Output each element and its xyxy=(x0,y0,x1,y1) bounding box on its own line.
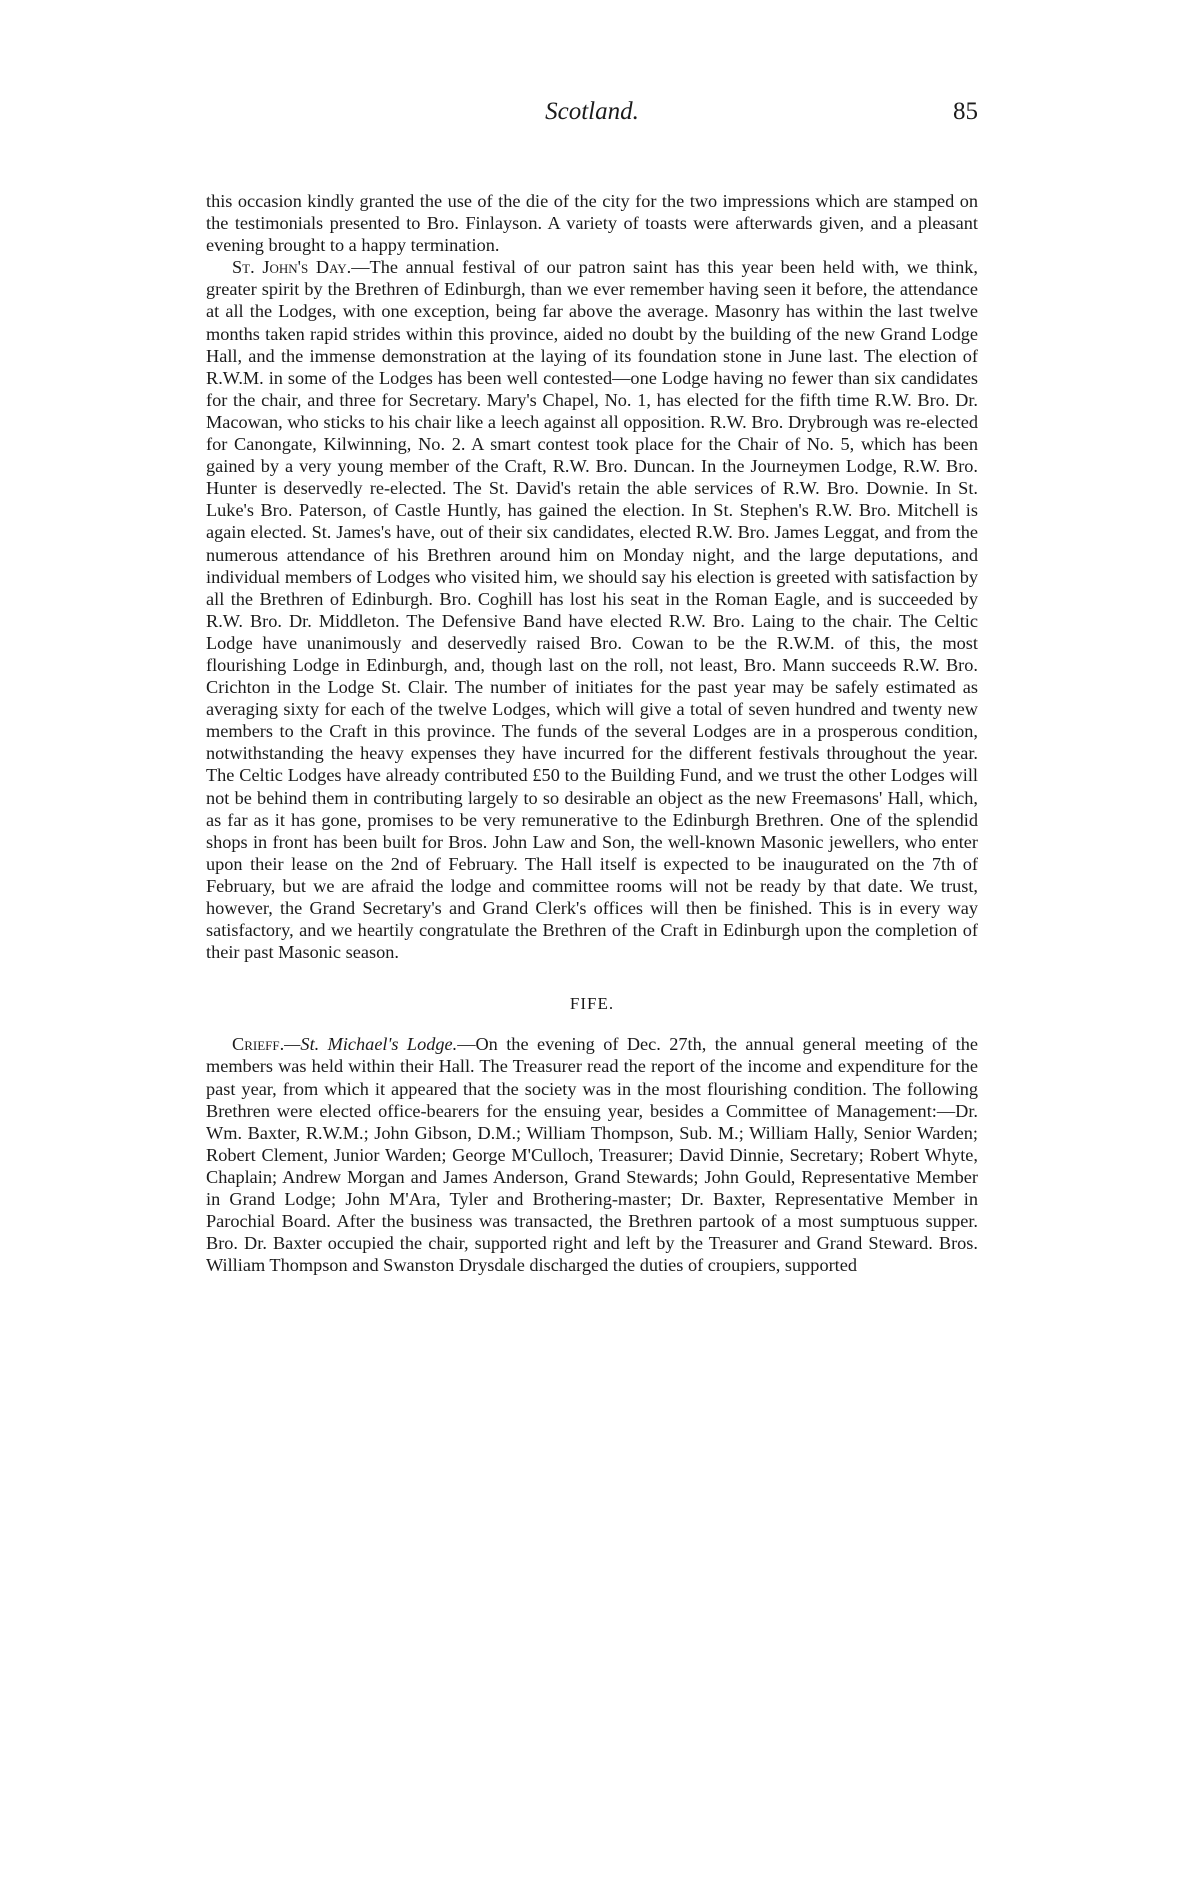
paragraph-text: this occasion kindly granted the use of the die of the city for the two impressions which are stamped on the testimonials presented to Bro. Finlayson. A variety of toasts were afterwards given, and a pleasant evening brought to a happy termination. xyxy=(206,191,978,256)
page-header xyxy=(206,96,978,136)
paragraph-continuation xyxy=(206,190,978,256)
paragraph-subhead: —St. Michael's Lodge. xyxy=(284,1034,458,1055)
paragraph-lead: Crieff. xyxy=(232,1034,285,1055)
body-text xyxy=(206,190,978,1276)
paragraph-text: —On the evening of Dec. 27th, the annual general meeting of the members was held within their Hall. The Treasurer read the report of the income and expenditure for the past year, from which it appeared that the society was in the most flourishing condition. The following Brethren were elected office-bearers for the ensuing year, besides a Committee of Management:—Dr. Wm. Baxter, R.W.M.; John Gibson, D.M.; William Thompson, Sub. M.; William Hally, Senior Warden; Robert Clement, Junior Warden; George M'Culloch, Treasurer; David Dinnie, Secretary; Robert Whyte, Chaplain; Andrew Morgan and James Anderson, Grand Stewards; John Gould, Representative Member in Grand Lodge; John M'Ara, Tyler and Brothering-master; Dr. Baxter, Representative Member in Parochial Board. After the business was transacted, the Brethren partook of a most sumptuous supper. Bro. Dr. Baxter occupied the chair, supported right and left by the Treasurer and Grand Steward. Bros. William Thompson and Swanston Drysdale discharged the duties of croupiers, supported xyxy=(206,1034,978,1276)
page-number: 85 xyxy=(953,98,978,125)
paragraph-crieff xyxy=(206,1033,978,1276)
section-heading-fife: FIFE. xyxy=(569,994,615,1014)
running-head: Scotland. xyxy=(545,98,639,125)
paragraph-text: —The annual festival of our patron saint has this year been held with, we think, greater spirit by the Brethren of Edinburgh, than we ever remember having seen it before, the attendance at all the Lodges, with one exception, being far above the average. Masonry has within the last twelve months taken rapid strides within this province, aided no doubt by the building of the new Grand Lodge Hall, and the immense demonstration at the laying of its foundation stone in June last. The election of R.W.M. in some of the Lodges has been well contested—one Lodge having no fewer than six candidates for the chair, and three for Secretary. Mary's Chapel, No. 1, has elected for the fifth time R.W. Bro. Dr. Macowan, who sticks to his chair like a leech against all opposition. R.W. Bro. Drybrough was re-elected for Canongate, Kilwinning, No. 2. A smart contest took place for the Chair of No. 5, which has been gained by a very young member of the Craft, R.W. Bro. Duncan. In the Journeymen Lodge, R.W. Bro. Hunter is deservedly re-elected. The St. David's retain the able services of R.W. Bro. Downie. In St. Luke's Bro. Paterson, of Castle Huntly, has gained the election. In St. Stephen's R.W. Bro. Mitchell is again elected. St. James's have, out of their six candidates, elected R.W. Bro. James Leggat, and from the numerous attendance of his Brethren around him on Monday night, and the large deputations, and individual members of Lodges who visited him, we should say his election is greeted with satisfaction by all the Brethren of Edinburgh. Bro. Coghill has lost his seat in the Roman Eagle, and is succeeded by R.W. Bro. Dr. Middleton. The Defensive Band have elected R.W. Bro. Laing to the chair. The Celtic Lodge have unanimously and deservedly raised Bro. Cowan to be the R.W.M. of this, the most flourishing Lodge in Edinburgh, and, though last on the roll, not least, Bro. Mann succeeds R.W. Bro. Crichton in the Lodge St. Clair. The number of initiates for the past year may be safely estimated as averaging sixty for each of the twelve Lodges, which will give a total of seven hundred and twenty new members to the Craft in this province. The funds of the several Lodges are in a prosperous condition, notwithstanding the heavy expenses they have incurred for the different festivals throughout the year. The Celtic Lodges have already contributed £50 to the Building Fund, and we trust the other Lodges will not be behind them in contributing largely to so desirable an object as the new Freemasons' Hall, which, as far as it has gone, promises to be very remunerative to the Edinburgh Brethren. One of the splendid shops in front has been built for Bros. John Law and Son, the well-known Masonic jewellers, who enter upon their lease on the 2nd of February. The Hall itself is expected to be inaugurated on the 7th of February, but we are afraid the lodge and committee rooms will not be ready by that date. We trust, however, the Grand Secretary's and Grand Clerk's offices will then be finished. This is in every way satisfactory, and we heartily congratulate the Brethren of the Craft in Edinburgh upon the completion of their past Masonic season. xyxy=(206,257,978,963)
paragraph-st-johns-day xyxy=(206,256,978,963)
paragraph-lead: St. John's Day. xyxy=(232,257,352,278)
